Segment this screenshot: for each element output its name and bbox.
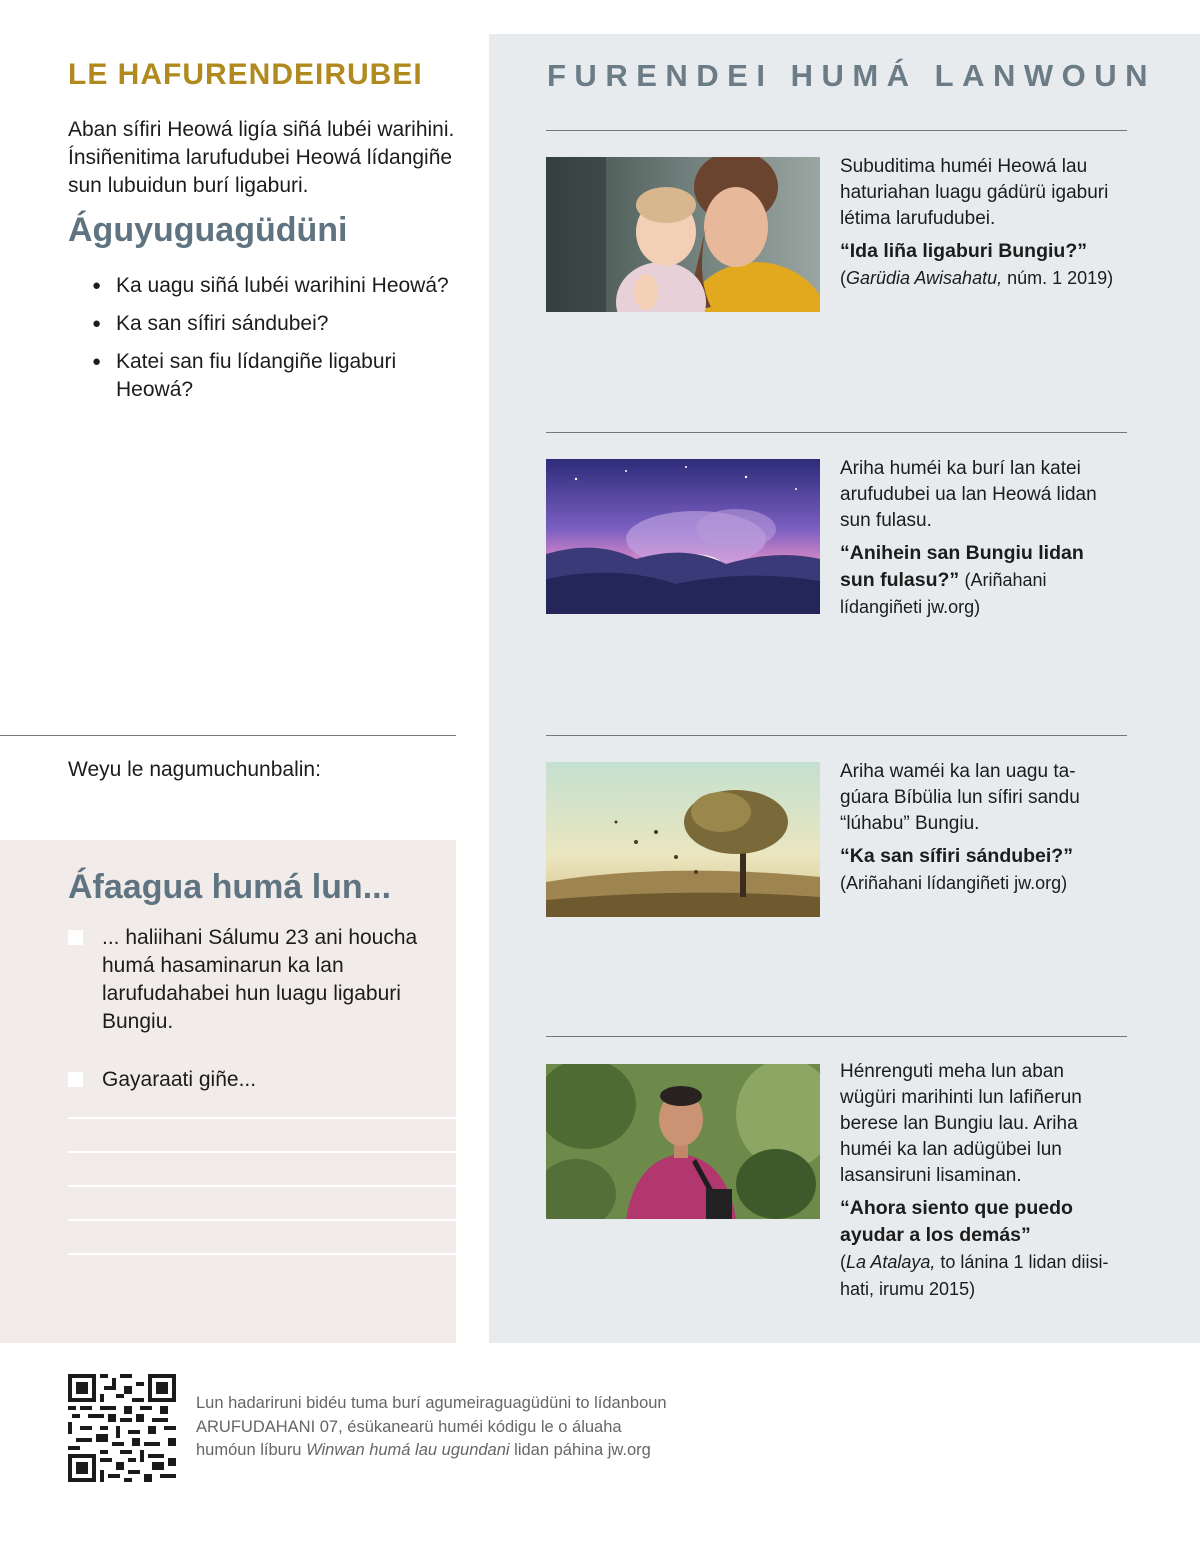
article-source: (Garüdia Awisahatu, núm. 1 2019) [840,268,1114,288]
try-panel [0,840,456,1343]
write-line[interactable] [68,1219,456,1221]
summary-text: Aban sífiri Heowá ligía siñá lubéi warihini. Ínsiñenitima larufudubei Heowá lídangiñe sun lubuidun burí ligaburi. [68,118,455,197]
try-item [68,924,418,1036]
article-source: (Ariñahani lídangiñeti jw.org) [840,873,1068,893]
review-question: ● Ka uagu siñá lubéi warihini Heowá? [92,272,452,300]
article-link[interactable]: “Ahora siento que puedo ayudar a los demás” [840,1197,1073,1246]
learn-more-title: FURENDEI HUMÁ LANWOUN [547,58,1157,93]
card-description: Ariha waméi ka lan uagu tagúara Bíbülia lun sífiri sandu “lúhabu” Bungiu. [840,761,1080,834]
card-description: Hénrenguti meha lun aban wügüri marihinti lun lafiñerun berese lan Bungiu lau. Ariha huméi ka lan adügübei lun lasansiruni lisaminan. [840,1061,1082,1186]
summary-title: LE HAFURENDEIRUBEI [68,58,423,91]
article-source: (Ariñahani lídangiñeti jw.org) [840,570,1047,617]
left-divider [0,735,456,736]
mother-child-photo[interactable] [546,157,820,312]
review-title: Águyuguagüdüni [68,211,348,249]
footer-text: Lun hadariruni bidéu tuma burí agumeiraguagüdüni to lídanboun ARUFUDAHANI 07, ésükanearü huméi kódigu le o áluaha humóun líburu Winwan humá lau ugundani lidan páhina jw.org [196,1394,667,1459]
card-divider [546,1036,1127,1037]
remember-label: Weyu le nagumuchunbalin: [68,758,321,781]
review-question: ● Ka san sífiri sándubei? [92,310,452,338]
learn-more-panel [489,34,1200,1343]
card-divider [546,735,1127,736]
checkbox-icon[interactable] [68,1072,83,1087]
article-link[interactable]: “Ida liña ligaburi Bungiu?” [840,240,1087,262]
try-item-text: Gayaraati giñe... [102,1068,257,1091]
qr-code-icon[interactable] [68,1374,176,1482]
card-divider [546,130,1127,131]
card-description: Subuditima huméi Heowá lau haturiahan luagu gádürü igaburi létima larufudubei. [840,156,1109,229]
smiling-man-photo[interactable] [546,1064,820,1219]
review-question: ● Katei san fiu lídangiñe ligaburi Heowá? [92,348,452,404]
article-link[interactable]: “Ka san sífiri sándubei?” [840,845,1073,867]
card-2-text [840,456,1115,621]
card-1-text [840,154,1115,292]
write-line[interactable] [68,1117,456,1119]
card-3-text [840,759,1115,897]
card-description: Ariha huméi ka burí lan katei arufudubei ua lan Heowá lidan sun fulasu. [840,458,1097,531]
tree-illustration[interactable] [546,762,820,917]
card-divider [546,432,1127,433]
review-questions [92,272,452,414]
write-line[interactable] [68,1151,456,1153]
write-line[interactable] [68,1253,456,1255]
article-source: (La Atalaya, to lánina 1 lidan diisi-hati, irumu 2015) [840,1252,1109,1299]
try-item-text: ... haliihani Sálumu 23 ani houcha humá hasaminarun ka lan larufudahabei hun luagu ligaburi Bungiu. [102,926,418,1033]
article-link[interactable]: “Anihein san Bungiu lidan sun fulasu?” [840,542,1084,591]
card-4-text [840,1059,1115,1303]
sunrise-illustration[interactable] [546,459,820,614]
checkbox-icon[interactable] [68,930,83,945]
try-item [68,1066,418,1094]
write-line[interactable] [68,1185,456,1187]
try-title: Áfaagua humá lun... [68,868,392,906]
